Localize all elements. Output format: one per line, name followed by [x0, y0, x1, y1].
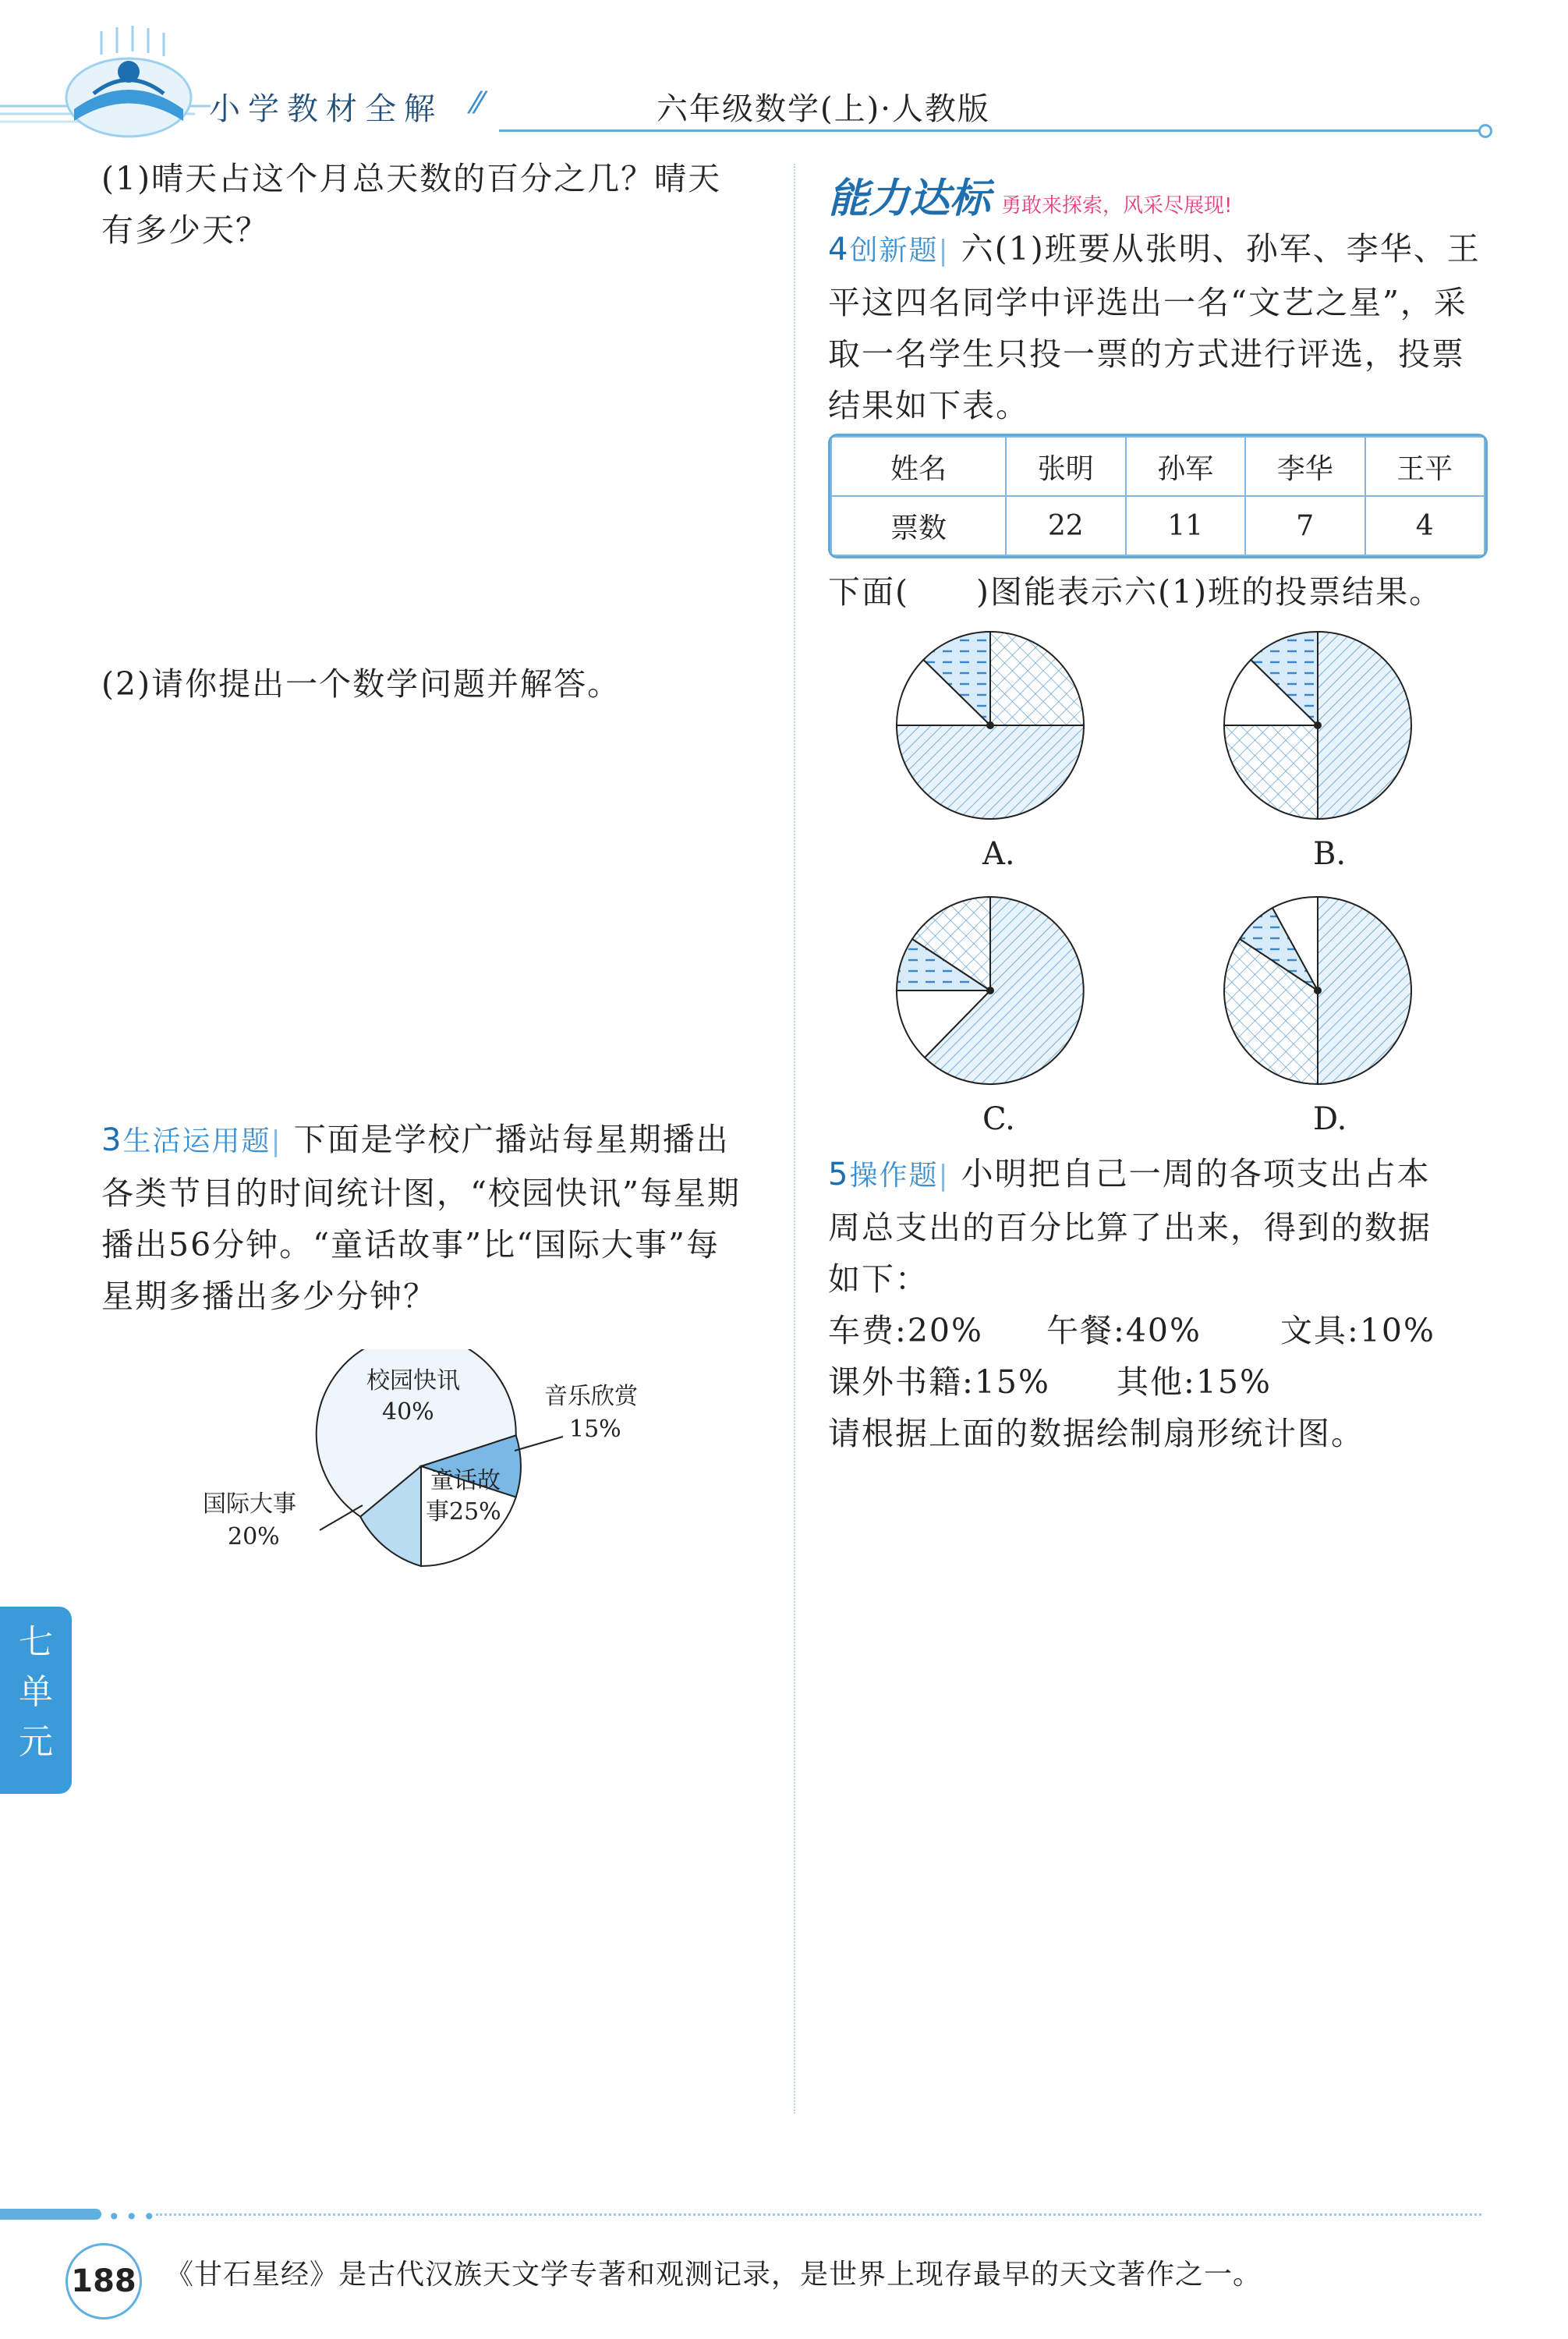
footnote: 《甘石星经》是古代汉族天文学专著和观测记录，是世界上现存最早的天文著作之一。	[165, 2259, 1262, 2291]
table-cell: 姓名	[831, 437, 1006, 496]
page-number: 188	[65, 2243, 142, 2320]
q3-line-3: 播出56分钟。“童话故事”比“国际大事”每	[101, 1226, 720, 1263]
option-c-label: C.	[982, 1101, 1015, 1137]
q4-line-4: 结果如下表。	[828, 387, 1029, 424]
vote-table-data-row	[831, 496, 1485, 555]
book-title: 六年级数学(上)·人教版	[657, 91, 990, 127]
q4-badge	[828, 232, 950, 268]
table-cell: 张明	[1006, 437, 1126, 496]
table-cell: 11	[1126, 496, 1246, 555]
book-logo-icon	[55, 23, 203, 148]
q5-bar-icon: |	[938, 1160, 950, 1192]
q4-number: 4	[828, 232, 850, 268]
header-slashes-icon: ⁄⁄	[473, 86, 483, 120]
q4-tag: 创新题	[849, 235, 939, 267]
table-cell: 李华	[1245, 437, 1365, 496]
table-cell: 孙军	[1126, 437, 1246, 496]
vote-table-header-row	[831, 437, 1485, 496]
pie-pct-intl: 20%	[228, 1523, 280, 1550]
pie-pct-music: 15%	[569, 1416, 621, 1443]
broadcast-pie-chart	[195, 1349, 741, 1583]
table-cell: 7	[1245, 496, 1365, 555]
q5-tag: 操作题	[849, 1160, 939, 1192]
q5-items-row-1	[828, 1305, 1514, 1356]
side-tab-char: 元	[19, 1722, 53, 1762]
question-2-part-2: (2)请你提出一个数学问题并解答。	[101, 665, 621, 703]
q5-instruction: 请根据上面的数据绘制扇形统计图。	[828, 1415, 1364, 1452]
q5-text-1: 小明把自己一周的各项支出占本	[961, 1155, 1431, 1193]
table-cell: 票数	[831, 496, 1006, 555]
header-rule-dot	[1478, 124, 1492, 138]
q5-badge	[828, 1157, 950, 1193]
series-title: 小学教材全解	[209, 91, 443, 127]
ability-title: 能力达标	[828, 175, 991, 222]
q3-bar-icon: |	[271, 1125, 282, 1157]
q3-line-1	[101, 1114, 780, 1168]
q5-line-2: 周总支出的百分比算了出来，得到的数据	[828, 1209, 1432, 1246]
pie-label-story-1: 童话故	[430, 1467, 501, 1494]
option-b-label: B.	[1313, 836, 1347, 872]
q3-badge	[101, 1122, 282, 1158]
option-d-label: D.	[1313, 1101, 1347, 1137]
ability-header	[828, 165, 1232, 224]
q4-text-1: 六(1)班要从张明、孙军、李华、王	[961, 230, 1481, 268]
unit-side-tab	[0, 1607, 72, 1794]
option-b-pie	[1216, 624, 1419, 827]
pie-label-intl: 国际大事	[203, 1490, 296, 1518]
q5-item: 课外书籍:15%	[828, 1363, 1050, 1401]
q5-line-3: 如下：	[828, 1260, 929, 1298]
table-cell: 4	[1365, 496, 1485, 555]
q3-line-4: 星期多播出多少分钟？	[101, 1278, 437, 1315]
option-a-label: A.	[982, 836, 1015, 872]
pie-label-story-2: 事25%	[426, 1498, 501, 1526]
q5-item: 午餐:40%	[1046, 1312, 1202, 1349]
q5-item: 车费:20%	[828, 1312, 983, 1349]
question-4	[828, 223, 1514, 431]
option-a-pie	[889, 624, 1092, 827]
q5-item: 文具:10%	[1280, 1312, 1435, 1349]
table-cell: 22	[1006, 496, 1126, 555]
ability-slogan: 勇敢来探索，风采尽展现!	[1001, 194, 1233, 218]
side-tab-char: 七	[19, 1622, 53, 1662]
pie-label-music: 音乐欣赏	[544, 1383, 638, 1410]
side-tab-char: 单	[19, 1672, 53, 1712]
q3-tag: 生活运用题	[122, 1125, 271, 1157]
table-cell: 王平	[1365, 437, 1485, 496]
footer-rule	[156, 2213, 1481, 2216]
q5-number: 5	[828, 1157, 850, 1193]
pie-label-campus: 校园快讯	[366, 1367, 460, 1395]
q4-bar-icon: |	[938, 235, 950, 267]
question-5	[828, 1148, 1514, 1459]
q4-line-3: 取一名学生只投一票的方式进行评选，投票	[828, 335, 1465, 373]
option-c-pie	[889, 889, 1092, 1092]
vote-table	[828, 434, 1488, 558]
q5-items-row-2	[828, 1356, 1514, 1408]
q4-line-1	[828, 223, 1514, 277]
q3-line-2: 各类节目的时间统计图，“校园快讯”每星期	[101, 1175, 741, 1212]
q4-question: 下面( )图能表示六(1)班的投票结果。	[828, 573, 1443, 611]
option-d-pie	[1216, 889, 1419, 1092]
header-rule	[499, 129, 1481, 132]
q3-text-1: 下面是学校广播站每星期播出	[293, 1121, 730, 1158]
question-3	[101, 1114, 780, 1322]
q5-line-1	[828, 1148, 1514, 1202]
q4-line-2: 平这四名同学中评选出一名“文艺之星”，采	[828, 284, 1467, 321]
q2p1-line-1: (1)晴天占这个月总天数的百分之几？晴天	[101, 160, 722, 197]
q3-number: 3	[101, 1122, 123, 1158]
pie-pct-campus: 40%	[382, 1398, 434, 1426]
q5-item: 其他:15%	[1117, 1363, 1272, 1401]
footer-bar	[0, 2209, 101, 2220]
question-2-part-1	[101, 153, 772, 256]
q2p1-line-2: 有多少天？	[101, 211, 269, 249]
column-divider	[794, 164, 795, 2114]
footer-dots-icon: •••	[108, 2204, 161, 2230]
